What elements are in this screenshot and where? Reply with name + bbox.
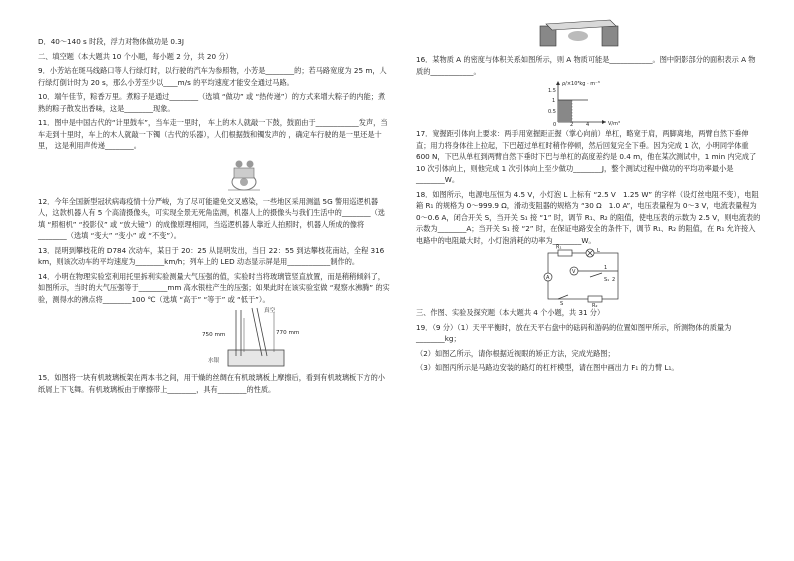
left-column xyxy=(38,36,390,398)
graph-xlabel: V/m³ xyxy=(608,121,620,128)
question-19-part-1: 19．（9 分）（1）天平平衡时，放在天平右盘中的砝码和游码的位置如图甲所示，所测物体的质量为________kg； xyxy=(416,322,732,344)
q8-option-d: D．40～140 s 时段，浮力对物体做功是 0.3J xyxy=(38,37,184,46)
density-graph xyxy=(416,78,761,129)
fig14-vacuum-label: 真空 xyxy=(264,308,276,315)
graph-tick-2: 2 xyxy=(570,122,574,129)
question-14: 14．小明在物理实验室利用托里拆利实验测量大气压强的值，实验时当将玻璃管竖直放置，而是稍稍倾斜了，如图所示，当时的大气压强等于________mm 高水银柱产生的压强；如果此时在该实验室做 “观察水沸腾” 的实验，测得水的沸点将________100 ℃（选填 “高于” “等于” 或 “低于”）。 xyxy=(38,271,390,304)
graph-tick-0-5: 0.5 xyxy=(548,109,556,116)
section-2-heading: 二、填空题（本大题共 10 个小题，每小题 2 分，共 20 分） xyxy=(38,51,233,61)
glass-plate-figure xyxy=(416,10,761,50)
question-10: 10．端午佳节，粽香万里。煮粽子是通过________（选填 “做功” 或 “热传递”）的方式来增大粽子的内能；煮熟的粽子散发出香味，这是________现象。 xyxy=(38,92,386,113)
circuit-ammeter: A xyxy=(546,275,550,282)
circuit-voltmeter: V xyxy=(572,269,576,276)
question-15: 15．如图将一块有机玻璃板架在两本书之间，用干燥的丝绸在有机玻璃板上摩擦后，看到有机玻璃板下方的小纸屑上下飞舞。有机玻璃板由于摩擦带上________，具有________的性质。 xyxy=(38,373,385,394)
torricelli-figure xyxy=(38,306,390,370)
graph-ylabel: ρ/×10³kg · m⁻³ xyxy=(562,81,600,88)
section-3-heading: 三、作图、实验及探究题（本大题共 4 个小题，共 31 分） xyxy=(416,308,605,318)
circuit-diagram xyxy=(416,244,761,310)
right-column xyxy=(416,36,761,377)
graph-origin: 0 xyxy=(553,122,557,129)
question-18: 18．如图所示，电源电压恒为 4.5 V，小灯泡 L 上标有 “2.5 V 1.25 W” 的字样（设灯丝电阻不变），电阻箱 R₁ 的规格为 0～999.9 Ω，滑动变阻器的规格为 “30 Ω 1.0 A”，电压表量程为 0～3 V，电流表量程为 0～0.6 A，闭合开关 S，当开关 S₁ 接 “1” 时，调节 R₁、R₂ 的阻值，使电压表的示数为 2.5 V，则电流表的示数为________A；当开关 S₁ 接 “2” 时，在保证电路安全的条件下，调节 R₁、R₂ 的阻值，在 R₁ 允许接入电路中的电阻最大时，小灯泡消耗的功率为________W。 xyxy=(416,189,761,245)
circuit-s: S xyxy=(560,301,564,308)
circuit-lamp: L xyxy=(597,248,600,255)
question-19-part-2: （2）如图乙所示，请你根据近视眼的矫正方法，完成光路图； xyxy=(416,348,615,358)
question-16: 16．某物质 A 的密度与体积关系如图所示，则 A 物质可能是____________。图中阴影部分的面积表示 A 物质的____________。 xyxy=(416,55,756,76)
question-9: 9．小芳站在斑马线路口等人行绿灯时，以行驶的汽车为参照物，小芳是________的；若马路宽度为 25 m，人行绿灯倒计时为 20 s，那么小芳至少以____m/s 的平均速度才能安全通过马路。 xyxy=(38,66,387,87)
circuit-terminal-2: 2 xyxy=(612,277,616,284)
fig14-750-label: 750 mm xyxy=(202,332,226,339)
circuit-r1: R₁ xyxy=(556,244,562,251)
question-11: 11．图中是中国古代的“计里鼓车”，当车走一里时， 车上的木人就敲一下鼓，鼓面由于____________发声，当车走到十里时，车上的木人就敲一下镯（古代的乐器），人们根据鼓和镯发声的 ，确定车行驶的是一里还是十里， 这是利用声传递________。 xyxy=(38,118,388,151)
circuit-s1: S₁ xyxy=(604,277,610,284)
question-19-part-3: （3）如图丙所示是马路边安装的路灯的杠杆模型，请在图中画出力 F₁ 的力臂 L₁。 xyxy=(416,363,679,373)
graph-tick-4: 4 xyxy=(586,122,590,129)
circuit-terminal-1: 1 xyxy=(604,265,608,272)
graph-tick-1: 1 xyxy=(552,98,556,105)
graph-tick-1-5: 1.5 xyxy=(548,88,556,95)
fig14-770-label: 770 mm xyxy=(276,330,300,337)
question-13: 13．昆明到攀枝花的 D784 次动车，某日于 20：25 从昆明发出，当日 22：55 到达攀枝花南站，全程 316 km，则该次动车的平均速度为________km/h；列车上的 LED 动态显示屏是用____________制作的。 xyxy=(38,245,385,267)
circuit-r2: R₂ xyxy=(592,303,598,310)
drum-cart-figure xyxy=(38,154,390,194)
question-12: 12．今年全国新型冠状病毒疫情十分严峻，为了尽可能避免交叉感染，一些地区采用测温 5G 警用巡逻机器人，这款机器人有 5 个高清摄像头，可实现全景无死角监测，机器人上的摄像头与我们生活中的________（选填 “照相机” “投影仪” 或 “放大镜”）的成像原理相同，当巡逻机器人靠近人拍照时，机器人所成的像将________（选填 “变大” “变小” 或 “不变”）。 xyxy=(38,196,385,241)
question-17: 17．宽握距引体向上要求：两手用宽握距正握（掌心向前）单杠，略宽于肩，两脚离地，两臂自然下垂伸直；用力将身体往上拉起，下巴超过单杠时稍作停顿，然后回复完全下垂。因为完成 1 次，小明同学体重 600 N，下巴从单杠到两臂自然下垂时下巴与单杠的高度差约是 0.4 m，他在某次测试中，1 min 内完成了 10 次引体向上，则他完成 1 次引体向上至少做功________J，整个测试过程中做功的平均功率最小是________W。 xyxy=(416,129,757,185)
fig14-mercury-label: 水银 xyxy=(208,358,220,365)
